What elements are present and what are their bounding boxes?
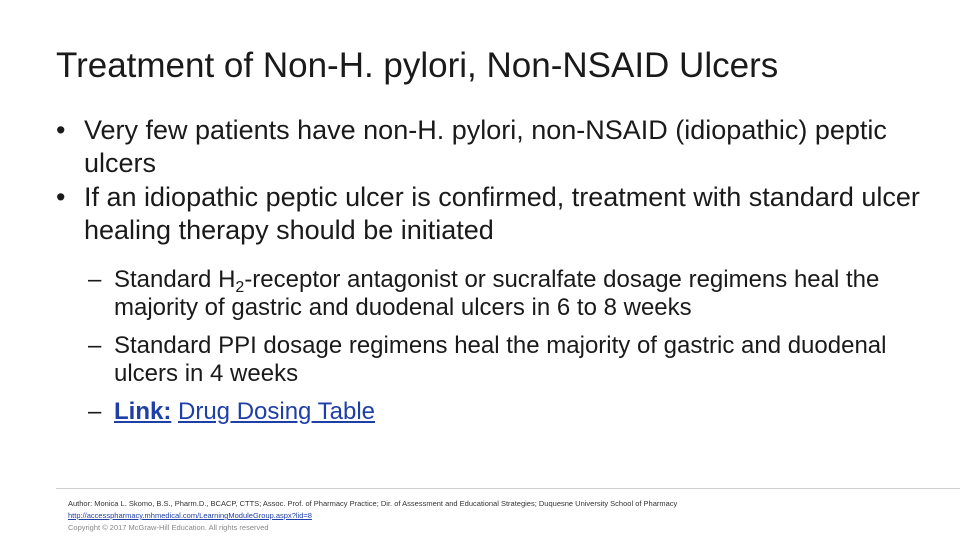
sub-bullet-item (88, 266, 914, 322)
footer-author: Author: Monica L. Skomo, B.S., Pharm.D., BCACP, CTTS; Assoc. Prof. of Pharmacy Practice; Dir. of Assessment and Educational Strategies; Duquesne University School of Pharmacy (68, 499, 678, 508)
bullet-text: If an idiopathic peptic ulcer is confirmed, treatment with standard ulcer healing therapy should be initiated (84, 182, 920, 245)
sub-bullet-list (88, 266, 914, 436)
bullet-item (56, 114, 936, 180)
subscript: 2 (235, 279, 245, 296)
sub-bullet-item (88, 332, 914, 388)
sub-bullet-item (88, 398, 914, 426)
drug-dosing-table-link[interactable]: Drug Dosing Table (178, 398, 376, 425)
sub-bullet-marker: – (88, 266, 102, 293)
footer-copyright: Copyright © 2017 McGraw-Hill Education. All rights reserved (68, 523, 269, 532)
footer-divider (56, 488, 960, 489)
footer (68, 498, 677, 534)
footer-url-link[interactable]: http://accesspharmacy.mhmedical.com/LearningModuleGroup.aspx?lid=8 (68, 511, 312, 520)
bullet-item (56, 181, 936, 247)
slide-title: Treatment of Non-H. pylori, Non-NSAID Ulcers (56, 46, 779, 85)
bullet-list (56, 114, 936, 248)
sub-bullet-marker: – (88, 398, 102, 425)
bullet-marker: • (56, 182, 66, 212)
bullet-text: Very few patients have non-H. pylori, non-NSAID (idiopathic) peptic ulcers (84, 115, 887, 178)
link-label[interactable]: Link: (114, 398, 172, 425)
bullet-marker: • (56, 115, 66, 145)
sub-bullet-marker: – (88, 332, 102, 359)
sub-bullet-text: Standard $H_2$-receptor antagonist or sucralfate dosage regimens heal the majority of gastric and duodenal ulcers in 6 to 8 weeks (114, 266, 880, 321)
sub-bullet-text: Standard PPI dosage regimens heal the majority of gastric and duodenal ulcers in 4 weeks (114, 332, 887, 387)
